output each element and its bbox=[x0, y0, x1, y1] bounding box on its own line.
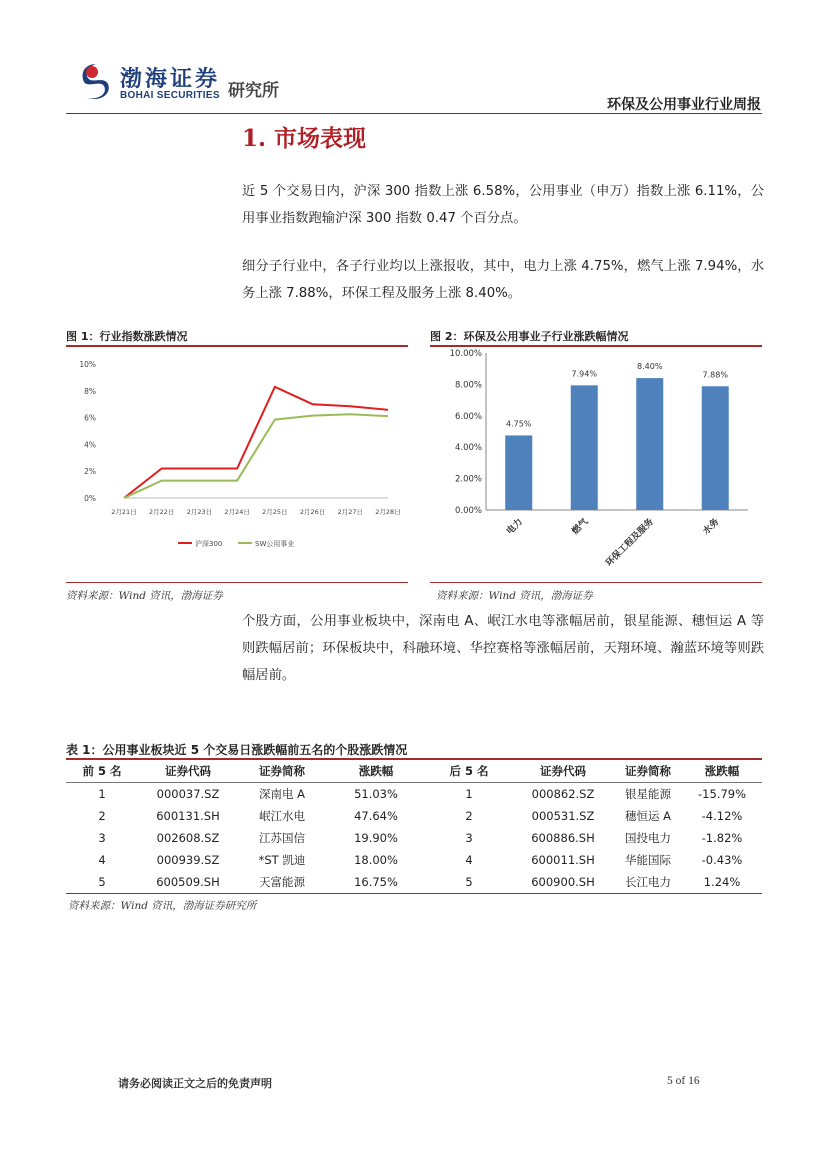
bar-data-label: 7.94% bbox=[571, 369, 597, 379]
y-tick-label: 10.00% bbox=[449, 349, 482, 359]
rank-right: 1 bbox=[465, 787, 473, 801]
subindustry-bar-chart bbox=[430, 346, 762, 580]
rank-left: 2 bbox=[98, 809, 106, 823]
figure1-top-rule bbox=[66, 345, 408, 347]
header-bottom5: 后 5 名 bbox=[426, 760, 512, 783]
paragraph-individual-stocks: 个股方面，公用事业板块中，深南电 A、岷江水电等涨幅居前，银星能源、穗恒运 A 等则跌幅居前；环保板块中，科融环境、华控赛格等涨幅居前，天翔环境、瀚蓝环境等则跌幅居前。 bbox=[242, 614, 764, 683]
change-right: -15.79% bbox=[698, 787, 746, 801]
legend-label: SW公用事业 bbox=[255, 540, 295, 548]
code-left: 002608.SZ bbox=[156, 831, 220, 845]
stock-performance-table bbox=[66, 760, 762, 894]
header-name-left: 证券简称 bbox=[238, 760, 326, 783]
y-tick-label: 4.00% bbox=[454, 443, 482, 454]
code-right: 000531.SZ bbox=[531, 809, 595, 823]
report-type: 环保及公用事业行业周报 bbox=[607, 97, 761, 113]
rank-right: 4 bbox=[465, 853, 473, 867]
disclaimer-note: 请务必阅读正文之后的免责声明 bbox=[118, 1077, 272, 1090]
change-left: 51.03% bbox=[354, 787, 398, 801]
bar bbox=[571, 385, 598, 510]
rank-right: 2 bbox=[465, 809, 473, 823]
y-tick-label: 4% bbox=[84, 440, 96, 450]
x-tick-label: 2月27日 bbox=[337, 508, 363, 516]
bar-data-label: 4.75% bbox=[506, 419, 532, 429]
bar-data-label: 7.88% bbox=[702, 370, 728, 380]
name-left: *ST 凯迪 bbox=[258, 853, 306, 867]
x-tick-label: 2月25日 bbox=[262, 508, 288, 516]
x-tick-label: 2月26日 bbox=[299, 508, 326, 516]
name-right: 华能国际 bbox=[625, 853, 671, 867]
table-header-row bbox=[66, 760, 762, 783]
header-code-right: 证券代码 bbox=[512, 760, 614, 783]
code-right: 600886.SH bbox=[531, 831, 595, 845]
rank-left: 1 bbox=[98, 787, 106, 801]
header-change-right: 涨跌幅 bbox=[682, 760, 762, 783]
change-left: 47.64% bbox=[354, 809, 398, 823]
name-left: 天富能源 bbox=[238, 871, 326, 894]
y-tick-label: 8% bbox=[84, 386, 96, 396]
table1-title: 表 1：公用事业板块近 5 个交易日涨跌幅前五名的个股涨跌情况 bbox=[66, 743, 408, 757]
table-row bbox=[66, 849, 762, 871]
brand-name-en: BOHAI SECURITIES bbox=[120, 90, 220, 101]
table-row bbox=[66, 871, 762, 894]
code-right: 600900.SH bbox=[512, 871, 614, 894]
header-name-right: 证券简称 bbox=[614, 760, 682, 783]
paragraph-sub-industry: 细分子行业中，各子行业均以上涨报收，其中，电力上涨 4.75%，燃气上涨 7.94%，水务上涨 7.88%，环保工程及服务上涨 8.40%。 bbox=[242, 259, 764, 301]
page-number: 5 of 16 bbox=[667, 1075, 700, 1087]
name-left: 深南电 A bbox=[258, 787, 306, 801]
x-tick-label: 环保工程及服务 bbox=[604, 517, 656, 569]
name-right: 国投电力 bbox=[625, 831, 671, 845]
figure2-bottom-rule bbox=[430, 582, 762, 583]
x-tick-label: 2月28日 bbox=[375, 508, 401, 516]
change-right: 1.24% bbox=[682, 871, 762, 894]
rank-right: 5 bbox=[426, 871, 512, 894]
figure1-source: 资料来源：Wind 资讯，渤海证券 bbox=[66, 590, 223, 602]
legend-label: 沪深300 bbox=[195, 540, 223, 548]
change-right: -4.12% bbox=[701, 809, 743, 823]
name-left: 岷江水电 bbox=[259, 809, 305, 823]
y-tick-label: 2% bbox=[84, 467, 96, 477]
x-tick-label: 2月24日 bbox=[224, 508, 250, 516]
table1-source: 资料来源：Wind 资讯，渤海证券研究所 bbox=[68, 900, 257, 912]
code-left: 600509.SH bbox=[138, 871, 238, 894]
x-tick-label: 燃气 bbox=[570, 517, 591, 537]
change-left: 16.75% bbox=[326, 871, 426, 894]
figure1-bottom-rule bbox=[66, 582, 408, 583]
table-row bbox=[66, 827, 762, 849]
header-code-left: 证券代码 bbox=[138, 760, 238, 783]
table-row bbox=[66, 783, 762, 806]
bar-data-label: 8.40% bbox=[637, 362, 663, 372]
code-left: 000939.SZ bbox=[156, 853, 220, 867]
brand-name-cn: 渤海证券 bbox=[120, 66, 221, 92]
research-institute-label: 研究所 bbox=[228, 81, 279, 101]
code-right: 600011.SH bbox=[531, 853, 595, 867]
bohai-logo-icon bbox=[78, 62, 114, 102]
figure2-title: 图 2：环保及公用事业子行业涨跌幅情况 bbox=[430, 330, 629, 343]
x-tick-label: 2月21日 bbox=[111, 508, 137, 516]
index-line-chart bbox=[66, 348, 408, 580]
change-right: -1.82% bbox=[701, 831, 743, 845]
y-tick-label: 0.00% bbox=[454, 506, 482, 516]
y-tick-label: 0% bbox=[84, 494, 96, 503]
bar bbox=[636, 378, 663, 510]
y-tick-label: 10% bbox=[79, 360, 96, 369]
change-left: 18.00% bbox=[354, 853, 398, 867]
change-right: -0.43% bbox=[701, 853, 743, 867]
section-title: 1. 市场表现 bbox=[242, 125, 367, 152]
rank-left: 3 bbox=[98, 831, 106, 845]
y-tick-label: 2.00% bbox=[454, 474, 482, 485]
header-change-left: 涨跌幅 bbox=[326, 760, 426, 783]
table-row bbox=[66, 805, 762, 827]
y-tick-label: 6% bbox=[84, 413, 96, 423]
x-tick-label: 2月22日 bbox=[149, 508, 175, 516]
name-right: 长江电力 bbox=[614, 871, 682, 894]
rank-right: 3 bbox=[465, 831, 473, 845]
y-tick-label: 8.00% bbox=[454, 380, 482, 391]
y-tick-label: 6.00% bbox=[454, 411, 482, 422]
name-right: 穗恒运 A bbox=[624, 809, 672, 823]
figure2-source: 资料来源：Wind 资讯，渤海证券 bbox=[436, 590, 593, 602]
rank-left: 4 bbox=[98, 853, 106, 867]
code-right: 000862.SZ bbox=[531, 787, 595, 801]
bar bbox=[702, 386, 729, 510]
x-tick-label: 电力 bbox=[505, 517, 525, 537]
header-divider bbox=[66, 113, 762, 114]
change-left: 19.90% bbox=[354, 831, 398, 845]
rank-left: 5 bbox=[66, 871, 138, 894]
bar bbox=[505, 435, 532, 510]
paragraph-market-index: 近 5 个交易日内，沪深 300 指数上涨 6.58%，公用事业（申万）指数上涨 6.11%，公用事业指数跑输沪深 300 指数 0.47 个百分点。 bbox=[242, 184, 764, 226]
name-right: 银星能源 bbox=[625, 787, 671, 801]
name-left: 江苏国信 bbox=[259, 831, 305, 845]
code-left: 600131.SH bbox=[156, 809, 220, 823]
header-top5: 前 5 名 bbox=[66, 760, 138, 783]
x-tick-label: 水务 bbox=[701, 517, 722, 537]
code-left: 000037.SZ bbox=[156, 787, 220, 801]
x-tick-label: 2月23日 bbox=[186, 508, 213, 516]
figure1-title: 图 1：行业指数涨跌情况 bbox=[66, 330, 188, 343]
